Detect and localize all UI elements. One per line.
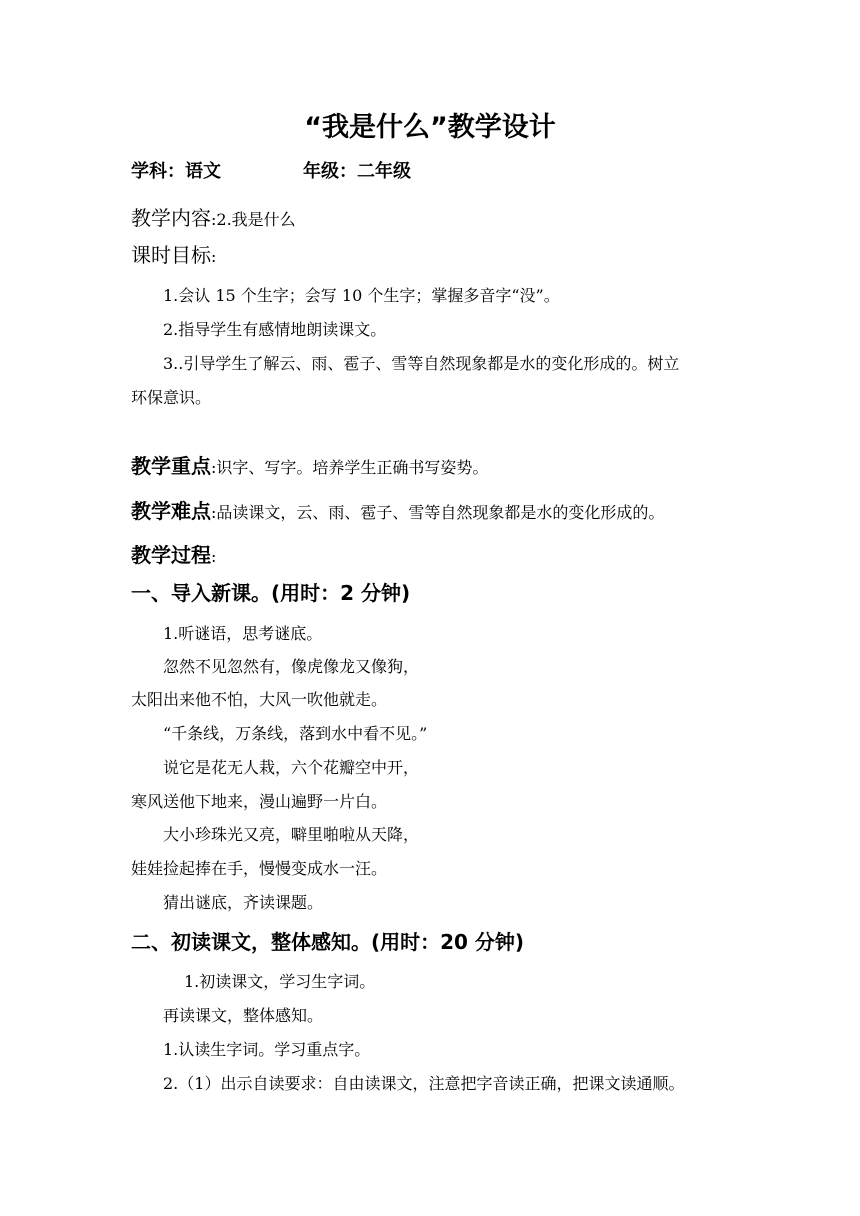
section1-line: 娃娃捡起捧在手，慢慢变成水一汪。 — [131, 859, 388, 878]
section2-heading: 二、初读课文，整体感知。(用时：20 分钟) — [131, 930, 525, 954]
document-title: “我是什么”教学设计 — [304, 112, 556, 143]
objectives-label: 课时目标 — [131, 243, 211, 267]
process-colon: : — [211, 547, 217, 566]
section1-line: 说它是花无人栽，六个花瓣空中开， — [163, 758, 420, 777]
section2-line: 1.认读生字词。学习重点字。 — [163, 1040, 371, 1059]
section2-line: 再读课文，整体感知。 — [163, 1006, 324, 1025]
section1-line: 大小珍珠光又亮，噼里啪啦从天降， — [163, 825, 420, 844]
section2-line: 1.初读课文，学习生字词。 — [184, 972, 376, 991]
key-point-label: 教学重点 — [131, 454, 211, 478]
objective-item: 3..引导学生了解云、雨、雹子、雪等自然现象都是水的变化形成的。树立 — [163, 354, 680, 373]
section1-heading: 一、导入新课。(用时：2 分钟) — [131, 581, 411, 605]
difficulty — [131, 496, 664, 528]
difficulty-label: 教学难点 — [131, 499, 211, 523]
objective-item-continued: 环保意识。 — [131, 388, 212, 407]
section1-line: 寒风送他下地来，漫山遍野一片白。 — [131, 792, 388, 811]
teaching-content-text: :2.我是什么 — [211, 210, 296, 229]
process-heading — [131, 540, 216, 572]
key-point — [131, 451, 488, 483]
subject-label: 学科：语文 — [131, 161, 221, 182]
grade-label: 年级：二年级 — [303, 161, 411, 182]
section2-line: 2.（1）出示自读要求：自由读课文，注意把字音读正确，把课文读通顺。 — [163, 1074, 685, 1093]
key-point-text: :识字、写字。培养学生正确书写姿势。 — [211, 458, 489, 477]
section1-line: “千条线，万条线，落到水中看不见。” — [163, 724, 428, 743]
teaching-content — [131, 203, 296, 235]
process-label: 教学过程 — [131, 543, 211, 567]
objective-item: 1.会认 15 个生字；会写 10 个生字；掌握多音字“没”。 — [163, 286, 560, 305]
section1-line: 猜出谜底，齐读课题。 — [163, 893, 324, 912]
difficulty-text: :品读课文，云、雨、雹子、雪等自然现象都是水的变化形成的。 — [211, 503, 665, 522]
section1-line: 1.听谜语，思考谜底。 — [163, 624, 323, 643]
teaching-content-label: 教学内容 — [131, 206, 211, 230]
objectives-heading — [131, 240, 216, 272]
objective-item: 2.指导学生有感情地朗读课文。 — [163, 320, 387, 339]
section1-line: 太阳出来他不怕，大风一吹他就走。 — [131, 690, 388, 709]
section1-line: 忽然不见忽然有，像虎像龙又像狗， — [163, 657, 420, 676]
objectives-colon: : — [211, 247, 217, 266]
